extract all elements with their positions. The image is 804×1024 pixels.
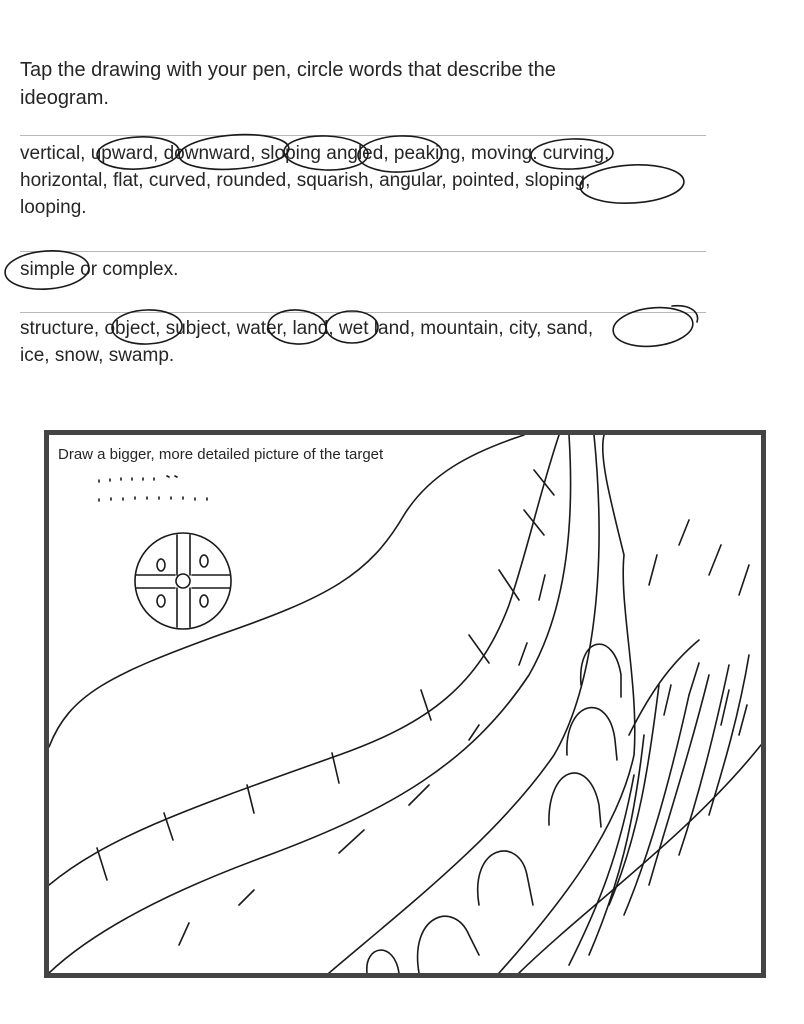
sketch-arches [367,644,621,973]
drawing-canvas-label: Draw a bigger, more detailed picture of the target [58,446,384,463]
complexity-word-list[interactable] [20,256,710,283]
sketch-dots [99,476,207,501]
instruction-line-2: ideogram. [20,87,109,109]
category-word-list[interactable] [20,315,710,369]
descriptor-row-2[interactable]: horizontal, flat, curved, rounded, squarish, angular, pointed, sloping, [20,170,591,191]
drawing-canvas[interactable] [44,430,766,978]
instruction-prompt [20,56,680,112]
sketch-road-edge-lower [49,435,571,973]
sketch-road-hatches [97,470,554,880]
sketch-road-edge-upper [49,435,559,885]
descriptor-word-list[interactable] [20,140,710,221]
sketch-outer-bank [49,435,524,747]
descriptor-row-1[interactable]: vertical, upward, downward, sloping angled, peaking, moving. curving, [20,143,610,164]
instruction-line-1: Tap the drawing with your pen, circle words that describe the [20,59,556,81]
descriptor-row-3[interactable]: looping. [20,197,87,218]
divider-2 [20,251,706,252]
sketch-reeds [569,520,749,965]
sketch-right-bank [329,435,599,973]
complexity-row-1[interactable]: simple or complex. [20,259,179,280]
divider-1 [20,135,706,136]
compass-symbol-icon [135,533,231,629]
target-sketch[interactable] [49,435,761,973]
category-row-2[interactable]: ice, snow, swamp. [20,345,175,366]
divider-3 [20,312,706,313]
sketch-lower-right-curve [519,745,761,973]
category-row-1[interactable]: structure, object, subject, water, land, wet land, mountain, city, sand, [20,318,594,339]
